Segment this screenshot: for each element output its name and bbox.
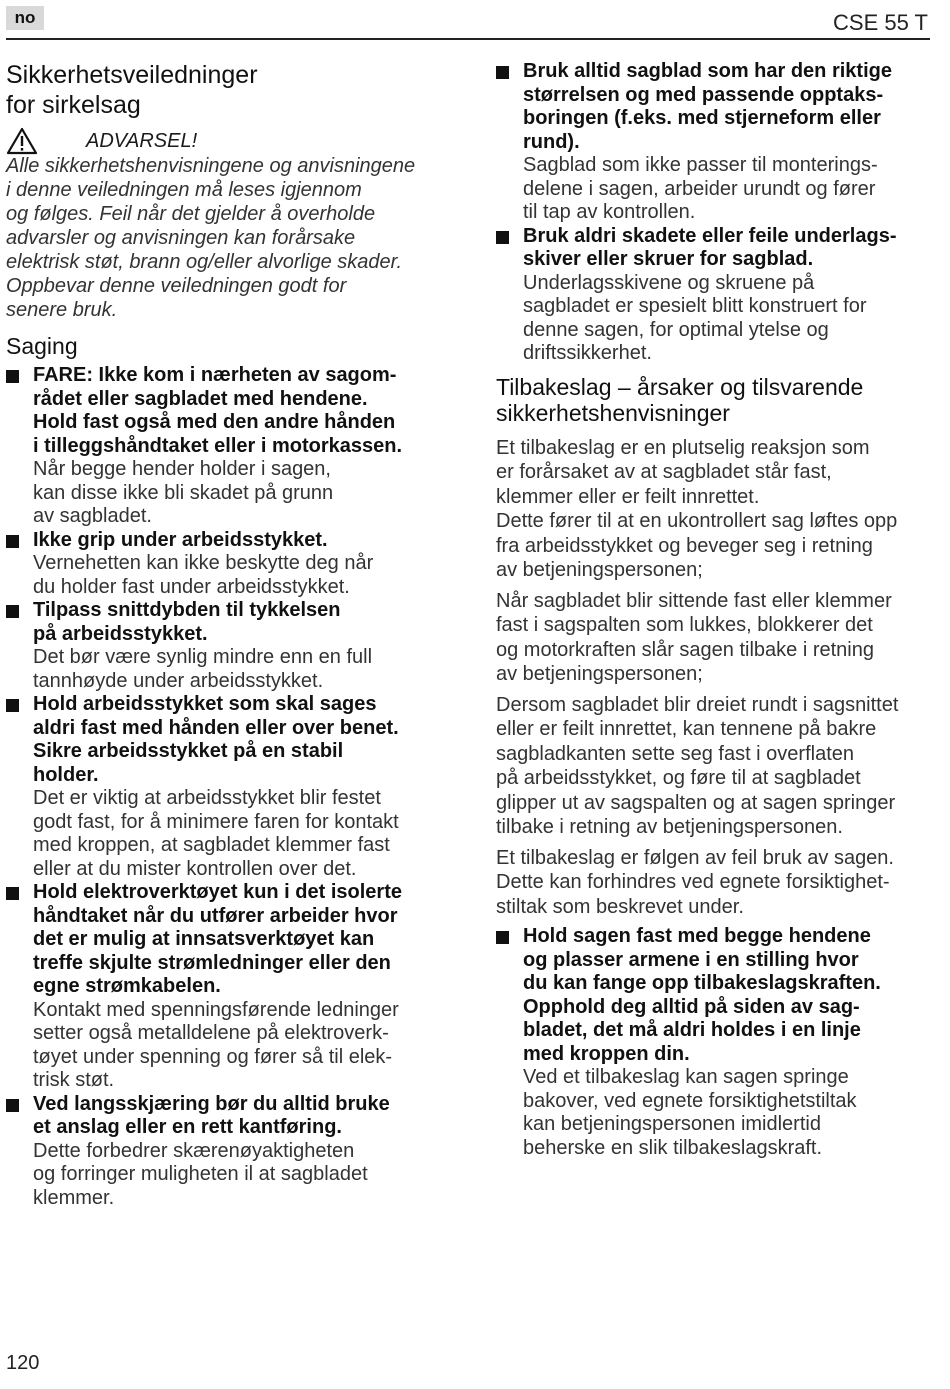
bullet-text: Dette forbedrer skærenøyaktigheten og forringer muligheten il at sagbladet klemmer. <box>33 1139 368 1209</box>
list-item <box>496 225 936 366</box>
bullet-body <box>33 529 446 600</box>
bullet-body <box>523 60 936 225</box>
list-item <box>6 599 446 693</box>
bullet-heading: Bruk aldri skadete eller feile underlags- skiver eller skruer for sagblad. <box>523 224 897 270</box>
page-number: 120 <box>6 1352 40 1374</box>
bullet-body <box>33 599 446 693</box>
warning-label: ADVARSEL! <box>86 130 198 152</box>
square-bullet-icon <box>6 887 19 900</box>
bullet-text: Kontakt med spenningsførende ledninger setter også metalldelene på elektroverk- tøyet under spenning og fører så til elek- trisk støt. <box>33 998 399 1091</box>
section-heading-kickback: Tilbakeslag – årsaker og tilsvarende sikkerhetshenvisninger <box>496 373 864 426</box>
square-bullet-icon <box>496 231 509 244</box>
bullet-heading: Bruk alltid sagblad som har den riktige størrelsen og med passende opptaks- boringen (f.eks. med stjerneform eller rund). <box>523 60 892 153</box>
page-title: Sikkerhetsveiledninger for sirkelsag <box>6 61 258 119</box>
list-item <box>496 925 936 1160</box>
bullet-text: Ved et tilbakeslag kan sagen springe bakover, ved egnete forsiktighetstiltak kan betjeningspersonen imidlertid beherske en slik tilbakeslagskraft. <box>523 1066 857 1159</box>
square-bullet-icon <box>6 605 19 618</box>
paragraph: Dersom sagbladet blir dreiet rundt i sagsnittet eller er feilt innrettet, kan tennene på bakre sagbladkanten sette seg fast i overflaten på arbeidsstykket, og føre til at sagbladet glipper ut av sagspalten og at sagen springer tilbake i retning av betjeningspersonen. <box>496 693 899 838</box>
square-bullet-icon <box>6 699 19 712</box>
paragraph: Når sagbladet blir sittende fast eller klemmer fast i sagspalten som lukkes, blokkerer det og motorkraften slår sagen tilbake i retning av betjeningspersonen; <box>496 589 892 685</box>
bullet-heading: Tilpass snittdybden til tykkelsen på arbeidsstykket. <box>33 599 341 645</box>
right-bullet-list-top <box>496 60 936 366</box>
right-bullet-list-bottom <box>496 925 936 1160</box>
square-bullet-icon <box>6 1099 19 1112</box>
bullet-text: Når begge hender holder i sagen, kan disse ikke bli skadet på grunn av sagbladet. <box>33 458 334 527</box>
list-item <box>6 881 446 1093</box>
warning-text: Alle sikkerhetshenvisningene og anvisningene i denne veiledningen må leses igjennom og følges. Feil når det gjelder å overholde advarsler og anvisningen kan forårsake elektrisk støt, brann og/eller alvorlige skader. Oppbevar denne veiledningen godt for senere bruk. <box>6 155 416 321</box>
bullet-heading: FARE: Ikke kom i nærheten av sagom- rådet eller sagbladet med hendene. Hold fast også med den andre hånden i tilleggshåndtaket eller i motorkassen. <box>33 364 403 457</box>
square-bullet-icon <box>6 370 19 383</box>
list-item <box>6 1093 446 1211</box>
bullet-heading: Ikke grip under arbeidsstykket. <box>33 528 328 551</box>
paragraph: Et tilbakeslag er følgen av feil bruk av sagen. Dette kan forhindres ved egnete forsiktighet- stiltak som beskrevet under. <box>496 846 894 918</box>
model-name: CSE 55 T <box>833 10 928 35</box>
square-bullet-icon <box>496 66 509 79</box>
bullet-text: Vernehetten kan ikke beskytte deg når du holder fast under arbeidsstykket. <box>33 552 374 598</box>
right-column <box>496 60 936 1160</box>
square-bullet-icon <box>496 931 509 944</box>
bullet-text: Det bør være synlig mindre enn en full tannhøyde under arbeidsstykket. <box>33 646 373 692</box>
list-item <box>6 529 446 600</box>
list-item <box>6 364 446 529</box>
bullet-heading: Ved langsskjæring bør du alltid bruke et anslag eller en rett kantføring. <box>33 1092 390 1138</box>
bullet-body <box>33 1093 446 1211</box>
left-column <box>6 60 446 1210</box>
warning-heading <box>6 128 446 154</box>
kickback-paragraphs <box>496 436 936 920</box>
bullet-body <box>33 693 446 881</box>
square-bullet-icon <box>6 535 19 548</box>
bullet-heading: Hold sagen fast med begge hendene og plasser armene i en stilling hvor du kan fange opp tilbakeslagskraften. Opphold deg alltid på siden av sag- bladet, det må aldri holdes i en linje med kroppen din. <box>523 925 881 1065</box>
list-item <box>496 60 936 225</box>
section-heading-saging: Saging <box>6 333 78 359</box>
bullet-body <box>33 364 446 529</box>
bullet-heading: Hold elektroverktøyet kun i det isolerte håndtaket når du utfører arbeider hvor det er mulig at innsatsverktøyet kan treffe skjulte strømledninger eller den egne strømkabelen. <box>33 881 402 997</box>
paragraph: Et tilbakeslag er en plutselig reaksjon som er forårsaket av at sagbladet står fast, klemmer eller er feilt innrettet. Dette fører til at en ukontrollert sag løftes opp fra arbeidsstykket og beveger seg i retning av betjeningspersonen; <box>496 436 898 581</box>
bullet-body <box>523 225 936 366</box>
bullet-body <box>523 925 936 1160</box>
bullet-body <box>33 881 446 1093</box>
left-bullet-list <box>6 364 446 1210</box>
list-item <box>6 693 446 881</box>
warning-triangle-icon <box>6 127 38 155</box>
bullet-text: Det er viktig at arbeidsstykket blir festet godt fast, for å minimere faren for kontakt med kroppen, at sagbladet klemmer fast eller at du mister kontrollen over det. <box>33 787 399 880</box>
bullet-text: Sagblad som ikke passer til monterings- delene i sagen, arbeider urundt og fører til tap av kontrollen. <box>523 154 878 223</box>
bullet-heading: Hold arbeidsstykket som skal sages aldri fast med hånden eller over benet. Sikre arbeidsstykket på en stabil holder. <box>33 693 399 786</box>
header-divider <box>6 38 930 40</box>
language-badge: no <box>6 6 44 30</box>
bullet-text: Underlagsskivene og skruene på sagbladet er spesielt blitt konstruert for denne sagen, for optimal ytelse og driftssikkerhet. <box>523 271 867 364</box>
